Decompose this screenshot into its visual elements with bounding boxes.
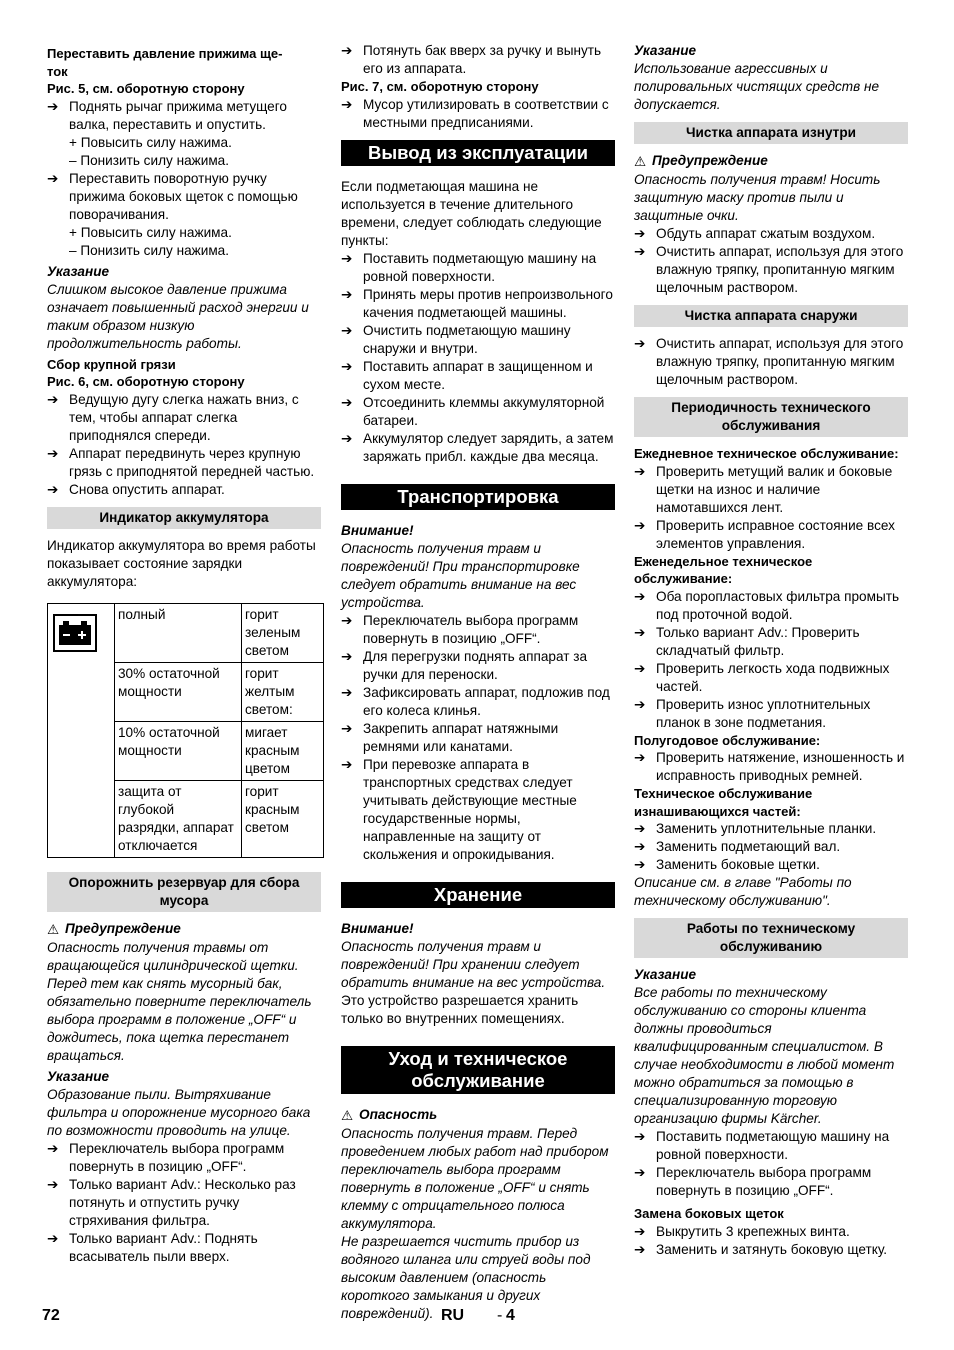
arrow-right-icon: ➔ [341, 430, 353, 446]
list-item: ➔ Заменить боковые щетки. [634, 857, 820, 872]
column-3 [634, 42, 908, 1259]
battery-table [47, 603, 324, 858]
arrow-right-icon: ➔ [341, 358, 353, 374]
section-header-empty: Опорожнить резервуар для сбора мусора [47, 872, 321, 912]
wear-note: Описание см. в главе "Работы по техническому обслуживанию". [634, 875, 852, 908]
sub-item: + Повысить силу нажима. [69, 134, 232, 150]
list-item: ➔ Поставить аппарат в защищенном и сухом месте. [341, 358, 593, 392]
note-text: Образование пыли. Вытряхивание фильтра и опорожнение мусорного бака по возможности проводить на улице. [47, 1086, 311, 1138]
arrow-right-icon: ➔ [634, 857, 646, 872]
list-item: ➔ Выкрутить 3 крепежных винта. [634, 1223, 850, 1239]
arrow-right-icon: ➔ [634, 336, 646, 351]
arrow-right-icon: ➔ [634, 660, 646, 676]
list-item: ➔ Очистить аппарат, используя для этого влажную тряпку, пропитанную мягким щелочным раствором. [634, 244, 904, 295]
battery-state: 30% остаточной мощности [115, 662, 242, 721]
attention-text: Опасность получения травм и повреждений! При хранении следует обратить внимание на вес устройства. [341, 938, 606, 990]
arrow-right-icon: ➔ [47, 445, 59, 461]
list-item: ➔ Переставить поворотную ручку прижима боковых щеток с помощью поворачивания. [47, 170, 298, 222]
arrow-right-icon: ➔ [47, 1230, 59, 1246]
danger-title: ⚠ Опасность [341, 1106, 438, 1123]
note-title: Указание [47, 263, 110, 279]
list-item: ➔ Проверить исправное состояние всех элементов управления. [634, 517, 895, 551]
list-item: ➔ Только вариант Adv.: Несколько раз потянуть и отпустить ручку стряхивания фильтра. [47, 1176, 296, 1228]
battery-led: горит желтым светом: [242, 662, 324, 721]
list-item: ➔ Поставить подметающую машину на ровной поверхности. [634, 1129, 890, 1162]
list-item: ➔ Проверить износ уплотнительных планок в зоне подметания. [634, 696, 871, 730]
section-header-transport: Транспортировка [341, 484, 615, 510]
battery-led: горит красным светом [242, 780, 324, 857]
arrow-right-icon: ➔ [341, 684, 353, 700]
warning-title: ⚠ Предупреждение [47, 920, 181, 937]
battery-icon [53, 614, 97, 652]
warning-triangle-icon: ⚠ [47, 921, 60, 937]
arrow-right-icon: ➔ [634, 696, 646, 712]
attention-text: Опасность получения травм и повреждений! При транспортировке следует обратить внимание на вес устройства. [341, 540, 580, 610]
footer-separator: - [497, 1307, 503, 1324]
list-item: ➔ Проверить метущий валик и боковые щетки на износ и наличие намотавшихся лент. [634, 463, 893, 515]
list-item: ➔ Переключатель выбора программ повернуть в позицию „OFF“. [341, 612, 579, 646]
list-item: ➔ Снова опустить аппарат. [47, 481, 225, 497]
arrow-right-icon: ➔ [634, 1241, 646, 1257]
note-title: Указание [634, 967, 697, 982]
column-1 [47, 42, 321, 1266]
list-item: ➔ Закрепить аппарат натяжными ремнями или канатами. [341, 720, 559, 754]
list-item: ➔ Ведущую дугу слегка нажать вниз, с тем, чтобы аппарат слегка приподнялся спереди. [47, 391, 299, 443]
attention-title: Внимание! [341, 920, 414, 936]
battery-intro: Индикатор аккумулятора во время работы показывает состояние зарядки аккумулятора: [47, 537, 316, 589]
arrow-right-icon: ➔ [634, 517, 646, 533]
sub-item: + Повысить силу нажима. [69, 224, 232, 240]
list-item: ➔ Проверить легкость хода подвижных частей. [634, 660, 890, 694]
arrow-right-icon: ➔ [341, 250, 353, 266]
arrow-right-icon: ➔ [634, 588, 646, 604]
section-header-inside: Чистка аппарата изнутри [634, 122, 908, 144]
list-item: ➔ Переключатель выбора программ повернуть в позицию „OFF“. [634, 1165, 872, 1198]
arrow-right-icon: ➔ [341, 43, 353, 58]
list-item: ➔ Отсоединить клеммы аккумуляторной батареи. [341, 394, 605, 428]
warning-text: Опасность получения травм! Носить защитную маску против пыли и защитные очки. [634, 172, 881, 223]
danger-text-2: Не разрешается чистить прибор из водяного шланга или струей воды под высоким давлением (опасность короткого замыкания и других повреждений). [341, 1233, 591, 1321]
arrow-right-icon: ➔ [341, 96, 353, 112]
section-number: 4 [506, 1307, 515, 1324]
arrow-right-icon: ➔ [341, 322, 353, 338]
list-item: ➔ Аппарат передвинуть через крупную грязь с приподнятой передней частью. [47, 445, 315, 479]
list-item: ➔ Очистить подметающую машину снаружи и внутри. [341, 322, 571, 356]
list-item: ➔ Обдуть аппарат сжатым воздухом. [634, 226, 876, 241]
note-text: Все работы по техническому обслуживанию со стороны клиента должны проводиться квалифицированным специалистом. В случае необходимости в любой момент можно обратиться за помощью в специализированную торговую организацию фирмы Kärcher. [634, 985, 895, 1126]
page-number: 72 [42, 1307, 60, 1324]
fig5-ref: Рис. 5, см. оборотную сторону [47, 81, 245, 96]
list-item: ➔ Зафиксировать аппарат, подложив под его колеса клинья. [341, 684, 610, 718]
arrow-right-icon: ➔ [634, 226, 646, 241]
column-2 [341, 42, 615, 1323]
section-header-works: Работы по техническому обслуживанию [634, 918, 908, 958]
wear-parts-title: Техническое обслуживание изнашивающихся частей: [634, 786, 813, 819]
heading-pressure: Переставить давление прижима ще- ток [47, 46, 283, 79]
list-item: ➔ Заменить уплотнительные планки. [634, 821, 877, 836]
arrow-right-icon: ➔ [341, 612, 353, 628]
list-item: ➔ Потянуть бак вверх за ручку и вынуть его из аппарата. [341, 43, 602, 76]
list-item: ➔ Проверить натяжение, изношенность и исправность приводных ремней. [634, 750, 905, 783]
arrow-right-icon: ➔ [341, 394, 353, 410]
arrow-right-icon: ➔ [634, 1129, 646, 1144]
arrow-right-icon: ➔ [634, 1223, 646, 1239]
decommission-intro: Если подметающая машина не используется в течение длительного времени, следует соблюдать следующие пункты: [341, 178, 602, 248]
arrow-right-icon: ➔ [634, 624, 646, 640]
list-item: ➔ Поставить подметающую машину на ровной поверхности. [341, 250, 597, 284]
heading-dirt: Сбор крупной грязи [47, 356, 176, 372]
battery-icon-cell [48, 603, 115, 857]
fig6-ref: Рис. 6, см. оборотную сторону [47, 374, 245, 389]
arrow-right-icon: ➔ [47, 481, 59, 497]
arrow-right-icon: ➔ [634, 839, 646, 854]
danger-text: Опасность получения травм. Перед проведением любых работ над прибором переключатель выбора программ повернуть в положение „OFF“ и снять клемму с отрицательного полюса аккумулятора. [341, 1125, 609, 1231]
arrow-right-icon: ➔ [47, 170, 59, 186]
section-header-care: Уход и техническое обслуживание [341, 1046, 615, 1094]
list-item: ➔ Заменить подметающий вал. [634, 839, 841, 854]
language-code: RU [441, 1307, 465, 1324]
sub-item: – Понизить силу нажима. [69, 242, 230, 258]
battery-state: полный [115, 603, 242, 662]
arrow-right-icon: ➔ [47, 1140, 59, 1156]
note-title: Указание [47, 1068, 110, 1084]
list-item: ➔ Только вариант Adv.: Проверить складчатый фильтр. [634, 624, 860, 658]
list-item: ➔ Очистить аппарат, используя для этого влажную тряпку, пропитанную мягким щелочным раствором. [634, 336, 904, 387]
battery-led: мигает красным цветом [242, 721, 324, 780]
note-text: Использование агрессивных и полировальных чистящих средств не допускается. [634, 61, 880, 112]
battery-state: защита от глубокой разрядки, аппарат отключается [115, 780, 242, 857]
warning-triangle-icon: ⚠ [634, 154, 647, 169]
arrow-right-icon: ➔ [341, 756, 353, 772]
arrow-right-icon: ➔ [47, 1176, 59, 1192]
warning-triangle-icon: ⚠ [341, 1107, 354, 1123]
fig7-ref: Рис. 7, см. оборотную сторону [341, 79, 539, 94]
section-header-decommission: Вывод из эксплуатации [341, 140, 615, 166]
list-item: ➔ Поднять рычаг прижима метущего валка, переставить и опустить. [47, 98, 287, 132]
note-text: Слишком высокое давление прижима означает повышенный расход энергии и таким образом низкую продолжительность работы. [47, 281, 309, 351]
note-title: Указание [634, 43, 697, 58]
list-item: ➔ Принять меры против непроизвольного качения подметающей машины. [341, 286, 613, 320]
weekly-title: Еженедельное техническое обслуживание: [634, 553, 813, 586]
battery-led: горит зеленым светом [242, 603, 324, 662]
arrow-right-icon: ➔ [634, 1165, 646, 1180]
section-header-storage: Хранение [341, 882, 615, 908]
arrow-right-icon: ➔ [634, 821, 646, 836]
daily-title: Ежедневное техническое обслуживание: [634, 446, 899, 461]
half-year-title: Полугодовое обслуживание: [634, 732, 821, 748]
arrow-right-icon: ➔ [341, 720, 353, 736]
arrow-right-icon: ➔ [634, 463, 646, 479]
section-header-battery: Индикатор аккумулятора [47, 507, 321, 529]
list-item: ➔ Мусор утилизировать в соответствии с местными предписаниями. [341, 96, 609, 130]
list-item: ➔ Оба поропластовых фильтра промыть под проточной водой. [634, 588, 900, 622]
list-item: ➔ Для перегрузки поднять аппарат за ручки для переноски. [341, 648, 587, 682]
warning-text: Опасность получения травмы от вращающейся цилиндрической щетки. Перед тем как снять мусорный бак, обязательно поверните переключатель выбора программ в положение „OFF“ и дождитесь, пока щетка перестанет вращаться. [47, 939, 312, 1063]
list-item: ➔ При перевозке аппарата в транспортных средствах следует учитывать действующие местные государственные нормы, направленные на защиту от скольжения и опрокидывания. [341, 756, 577, 862]
list-item: ➔ Аккумулятор следует зарядить, а затем заряжать прибл. каждые два месяца. [341, 430, 614, 464]
brush-title: Замена боковых щеток [634, 1206, 784, 1221]
arrow-right-icon: ➔ [341, 648, 353, 664]
list-item: ➔ Заменить и затянуть боковую щетку. [634, 1241, 888, 1257]
storage-text: Это устройство разрешается хранить только во внутренних помещениях. [341, 992, 579, 1026]
section-header-outside: Чистка аппарата снаружи [634, 305, 908, 327]
arrow-right-icon: ➔ [634, 750, 646, 765]
attention-title: Внимание! [341, 522, 414, 538]
arrow-right-icon: ➔ [341, 286, 353, 302]
battery-state: 10% остаточной мощности [115, 721, 242, 780]
arrow-right-icon: ➔ [47, 98, 59, 114]
section-header-periodicity: Периодичность технического обслуживания [634, 397, 908, 437]
arrow-right-icon: ➔ [634, 244, 646, 259]
list-item: ➔ Только вариант Adv.: Поднять всасыватель пыли вверх. [47, 1230, 258, 1264]
list-item: ➔ Переключатель выбора программ повернуть в позицию „OFF“. [47, 1140, 285, 1174]
arrow-right-icon: ➔ [47, 391, 59, 407]
warning-title: ⚠ Предупреждение [634, 153, 768, 169]
sub-item: – Понизить силу нажима. [69, 152, 230, 168]
